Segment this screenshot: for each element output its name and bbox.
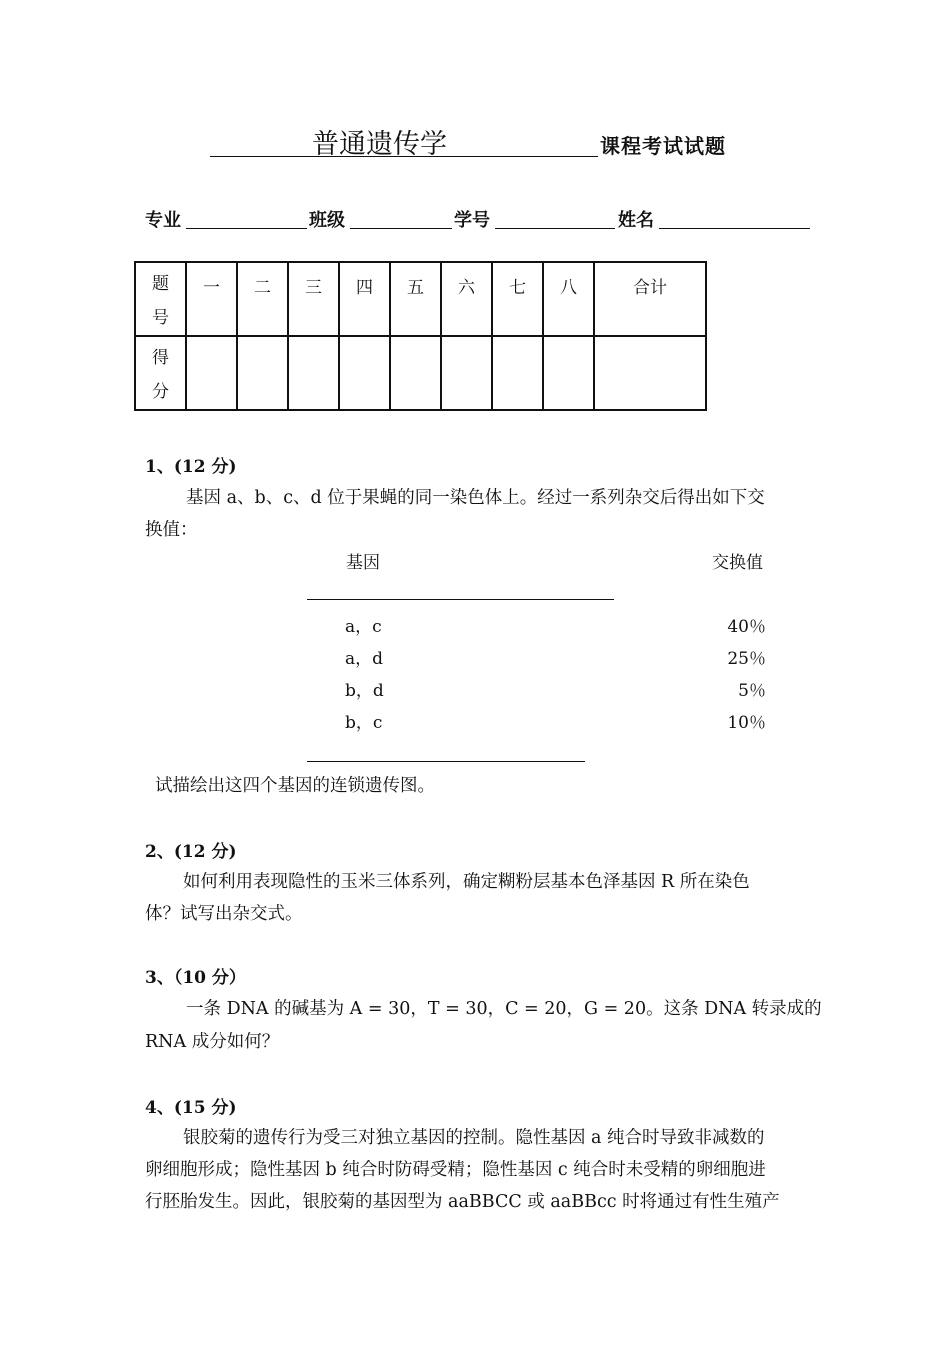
score-cell[interactable]: [237, 336, 288, 410]
major-field[interactable]: [186, 228, 307, 229]
column-header: 二: [237, 262, 288, 336]
question-1-heading: 1、(12 分): [145, 457, 237, 477]
question-4-text-line: 行胚胎发生。因此，银胶菊的基因型为 aaBBCC 或 aaBBcc 时将通过有性生殖产: [145, 1192, 780, 1212]
name-label: 姓名: [618, 210, 654, 231]
crossover-col-value: 交换值: [712, 553, 763, 573]
question-2-text-line: 如何利用表现隐性的玉米三体系列，确定糊粉层基本色泽基因 R 所在染色: [183, 872, 750, 892]
column-header: 五: [390, 262, 441, 336]
question-4-text-line: 银胶菊的遗传行为受三对独立基因的控制。隐性基因 a 纯合时导致非减数的: [183, 1128, 765, 1148]
row-label-bottom: 分: [152, 382, 169, 402]
row-label-score: [135, 336, 186, 410]
title-underline: [210, 156, 598, 157]
score-cell-total[interactable]: [594, 336, 706, 410]
crossover-gene: b，c: [345, 713, 383, 733]
question-3-heading: 3、（10 分）: [145, 968, 246, 988]
crossover-gene: b，d: [345, 681, 384, 701]
question-1-task: 试描绘出这四个基因的连锁遗传图。: [155, 776, 435, 796]
score-cell[interactable]: [339, 336, 390, 410]
crossover-value: 25％: [727, 649, 766, 669]
crossover-value: 10％: [727, 713, 766, 733]
column-header: 四: [339, 262, 390, 336]
question-3-text-line: 一条 DNA 的碱基为 A = 30，T = 30，C = 20，G = 20。这条 DNA 转录成的: [186, 999, 822, 1019]
column-header: 七: [492, 262, 543, 336]
student-id-label: 学号: [454, 210, 490, 231]
crossover-col-gene: 基因: [346, 553, 380, 573]
question-3-text-line: RNA 成分如何？: [145, 1032, 280, 1052]
score-cell[interactable]: [441, 336, 492, 410]
column-header: 八: [543, 262, 594, 336]
column-header-total: 合计: [594, 262, 706, 336]
crossover-value: 40％: [727, 617, 766, 637]
column-header: 一: [186, 262, 237, 336]
crossover-gene: a，d: [345, 649, 384, 669]
question-1-text-line: 换值：: [145, 520, 198, 540]
row-label-bottom: 号: [152, 308, 169, 328]
class-field[interactable]: [350, 228, 452, 229]
question-2-text-line: 体？试写出杂交式。: [145, 904, 303, 924]
crossover-bottom-rule: [307, 761, 585, 762]
crossover-gene: a，c: [345, 617, 382, 637]
question-1-text-line: 基因 a、b、c、d 位于果蝇的同一染色体上。经过一系列杂交后得出如下交: [186, 488, 765, 508]
score-cell[interactable]: [288, 336, 339, 410]
name-field[interactable]: [659, 228, 810, 229]
question-2-heading: 2、(12 分): [145, 842, 237, 862]
question-4-heading: 4、(15 分): [145, 1098, 237, 1118]
score-table: [134, 261, 707, 411]
score-cell[interactable]: [186, 336, 237, 410]
score-row: [135, 336, 706, 410]
score-cell[interactable]: [543, 336, 594, 410]
question-number-row: [135, 262, 706, 336]
crossover-value: 5％: [738, 681, 766, 701]
course-name: 普通遗传学: [312, 129, 447, 160]
score-cell[interactable]: [492, 336, 543, 410]
column-header: 六: [441, 262, 492, 336]
student-id-field[interactable]: [495, 228, 615, 229]
exam-title: 课程考试试题: [600, 134, 726, 158]
crossover-top-rule: [307, 599, 614, 600]
row-label-top: 题: [152, 274, 169, 294]
question-4-text-line: 卵细胞形成；隐性基因 b 纯合时防碍受精；隐性基因 c 纯合时未受精的卵细胞进: [145, 1160, 766, 1180]
column-header: 三: [288, 262, 339, 336]
major-label: 专业: [145, 210, 181, 231]
score-cell[interactable]: [390, 336, 441, 410]
row-label-question-number: [135, 262, 186, 336]
row-label-top: 得: [152, 348, 169, 368]
class-label: 班级: [309, 210, 345, 231]
